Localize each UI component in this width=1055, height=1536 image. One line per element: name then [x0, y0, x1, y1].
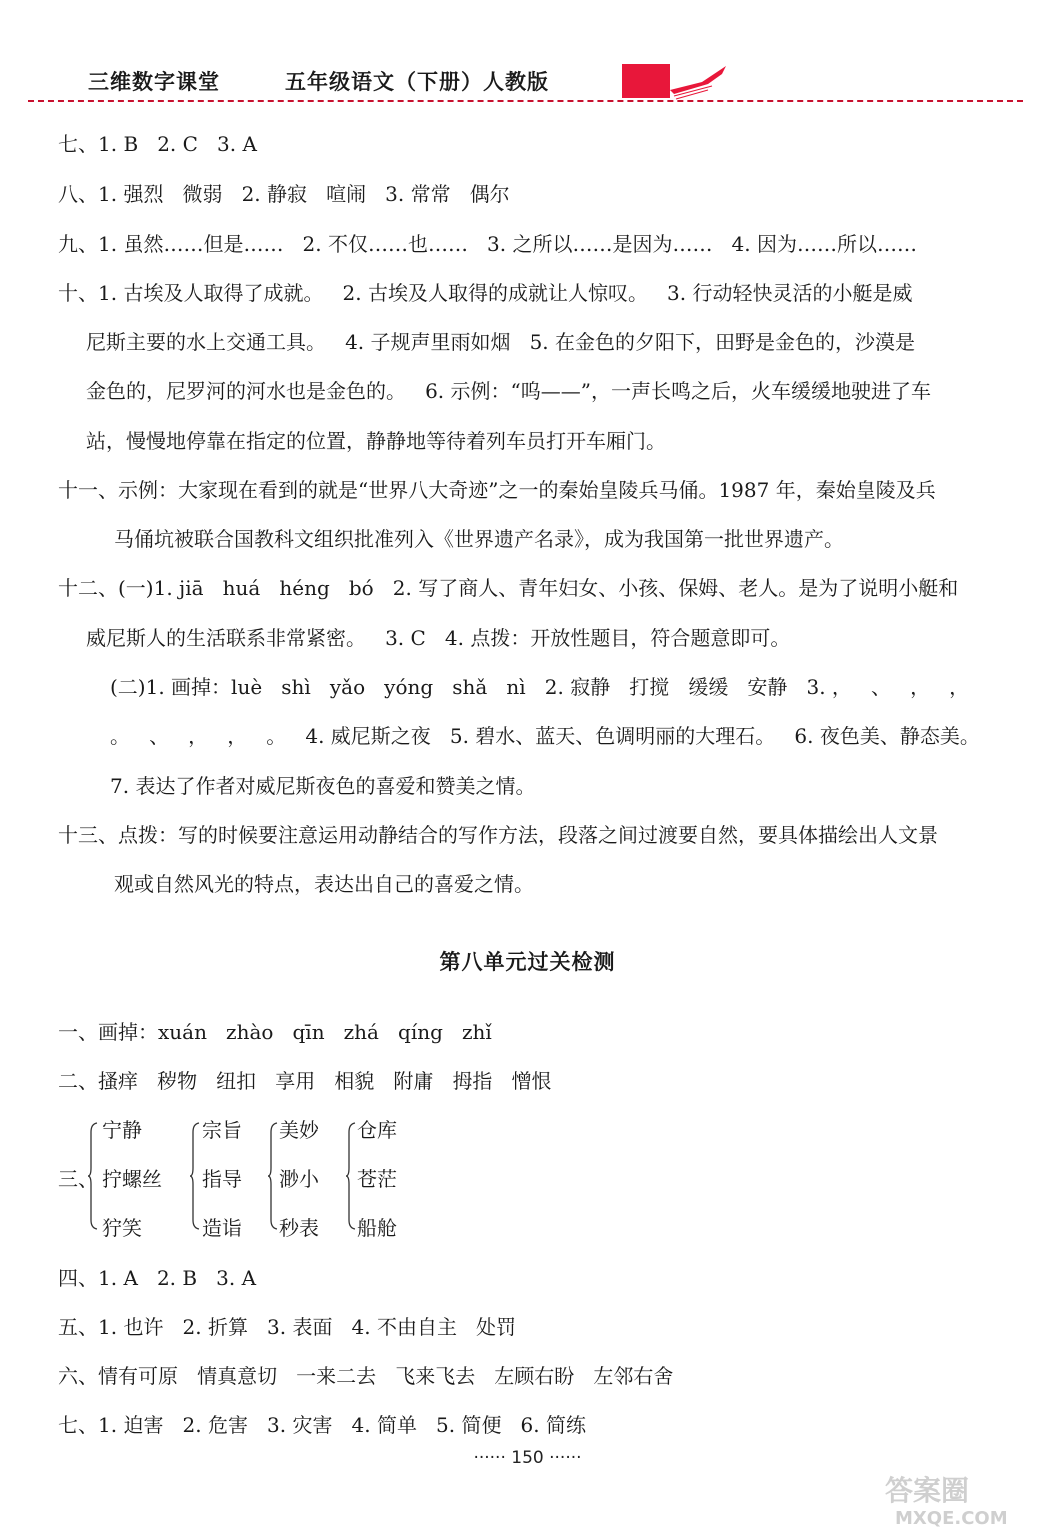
answer-line: (二)1. 画掉：luè shì yǎo yóng shǎ nì 2. 寂静 打搅 缓缓 安静 3. ， 、 ， ，: [110, 675, 970, 699]
word-item: 指导: [202, 1167, 242, 1191]
word-item: 宁静: [102, 1118, 142, 1142]
word-item: 造诣: [202, 1216, 242, 1240]
word-item: 仓库: [357, 1118, 397, 1142]
section-title: 第八单元过关检测: [439, 950, 616, 974]
word-item: 秒表: [279, 1216, 319, 1240]
word-item: 美妙: [279, 1118, 319, 1142]
answer-line: 六、情有可原 情真意切 一来二去 飞来飞去 左顾右盼 左邻右舍: [58, 1364, 674, 1388]
answer-line: 7. 表达了作者对威尼斯夜色的喜爱和赞美之情。: [110, 774, 536, 798]
page-header: [0, 0, 1055, 110]
word-item: 狞笑: [102, 1216, 142, 1240]
answer-line: 十二、(一)1. jiā huá héng bó 2. 写了商人、青年妇女、小孩、保姆、老人。是为了说明小艇和: [58, 576, 959, 600]
question-label: 三、: [58, 1167, 98, 1191]
left-brace-icon: [346, 1122, 356, 1230]
word-item: 拧螺丝: [102, 1167, 162, 1191]
footer-dots-left: ······: [473, 1448, 512, 1468]
answer-line: 观或自然风光的特点，表达出自己的喜爱之情。: [114, 872, 534, 896]
answer-line: 金色的，尼罗河的河水也是金色的。 6. 示例：“呜——”，一声长鸣之后，火车缓缓地驶进了车: [86, 379, 931, 403]
answer-line: 五、1. 也许 2. 折算 3. 表面 4. 不由自主 处罚: [58, 1315, 517, 1339]
answer-line: 二、搔痒 秽物 纽扣 享用 相貌 附庸 拇指 憎恨: [58, 1069, 552, 1093]
left-brace-icon: [268, 1122, 278, 1230]
rocket-logo-icon: [622, 64, 732, 104]
book-series-title: 三维数字课堂: [88, 70, 220, 94]
header-divider: [28, 100, 1023, 102]
answer-line: 十、1. 古埃及人取得了成就。 2. 古埃及人取得的成就让人惊叹。 3. 行动轻快灵活的小艇是威: [58, 281, 913, 305]
watermark-text-url: MXQE.COM: [895, 1508, 1008, 1529]
word-item: 苍茫: [357, 1167, 397, 1191]
answer-line: 威尼斯人的生活联系非常紧密。 3. C 4. 点拨：开放性题目，符合题意即可。: [86, 626, 791, 650]
answer-line: 四、1. A 2. B 3. A: [58, 1266, 257, 1290]
footer-dots-right: ······: [543, 1448, 582, 1468]
left-brace-icon: [88, 1122, 98, 1230]
answer-line: 八、1. 强烈 微弱 2. 静寂 喧闹 3. 常常 偶尔: [58, 182, 510, 206]
word-item: 渺小: [279, 1167, 319, 1191]
answer-line: 。 、 ， ， 。 4. 威尼斯之夜 5. 碧水、蓝天、色调明丽的大理石。 6. 夜色美、静态美。: [110, 724, 980, 748]
page-footer: [0, 1448, 1055, 1468]
left-brace-icon: [190, 1122, 200, 1230]
answer-line: 一、画掉：xuán zhào qīn zhá qíng zhǐ: [58, 1020, 492, 1044]
answer-line: 七、1. 迫害 2. 危害 3. 灾害 4. 简单 5. 简便 6. 简练: [58, 1413, 586, 1437]
answer-line: 七、1. B 2. C 3. A: [58, 132, 257, 156]
word-item: 船舱: [357, 1216, 397, 1240]
answer-line: 站，慢慢地停靠在指定的位置，静静地等待着列车员打开车厢门。: [86, 429, 666, 453]
book-subject-title: 五年级语文（下册）人教版: [285, 70, 549, 94]
word-item: 宗旨: [202, 1118, 242, 1142]
watermark-text-cn: 答案圈: [885, 1474, 970, 1507]
page-number: 150: [511, 1448, 544, 1468]
answer-line: 九、1. 虽然……但是…… 2. 不仅……也…… 3. 之所以……是因为…… 4. 因为……所以……: [58, 232, 917, 256]
answer-line: 十一、示例：大家现在看到的就是“世界八大奇迹”之一的秦始皇陵兵马俑。1987 年，秦始皇陵及兵: [58, 478, 936, 502]
watermark-logo: [875, 1470, 1045, 1530]
answer-line: 马俑坑被联合国教科文组织批准列入《世界遗产名录》，成为我国第一批世界遗产。: [114, 527, 844, 551]
answer-line: 尼斯主要的水上交通工具。 4. 子规声里雨如烟 5. 在金色的夕阳下，田野是金色的，沙漠是: [86, 330, 916, 354]
answer-line: 十三、点拨：写的时候要注意运用动静结合的写作方法，段落之间过渡要自然，要具体描绘出人文景: [58, 823, 938, 847]
